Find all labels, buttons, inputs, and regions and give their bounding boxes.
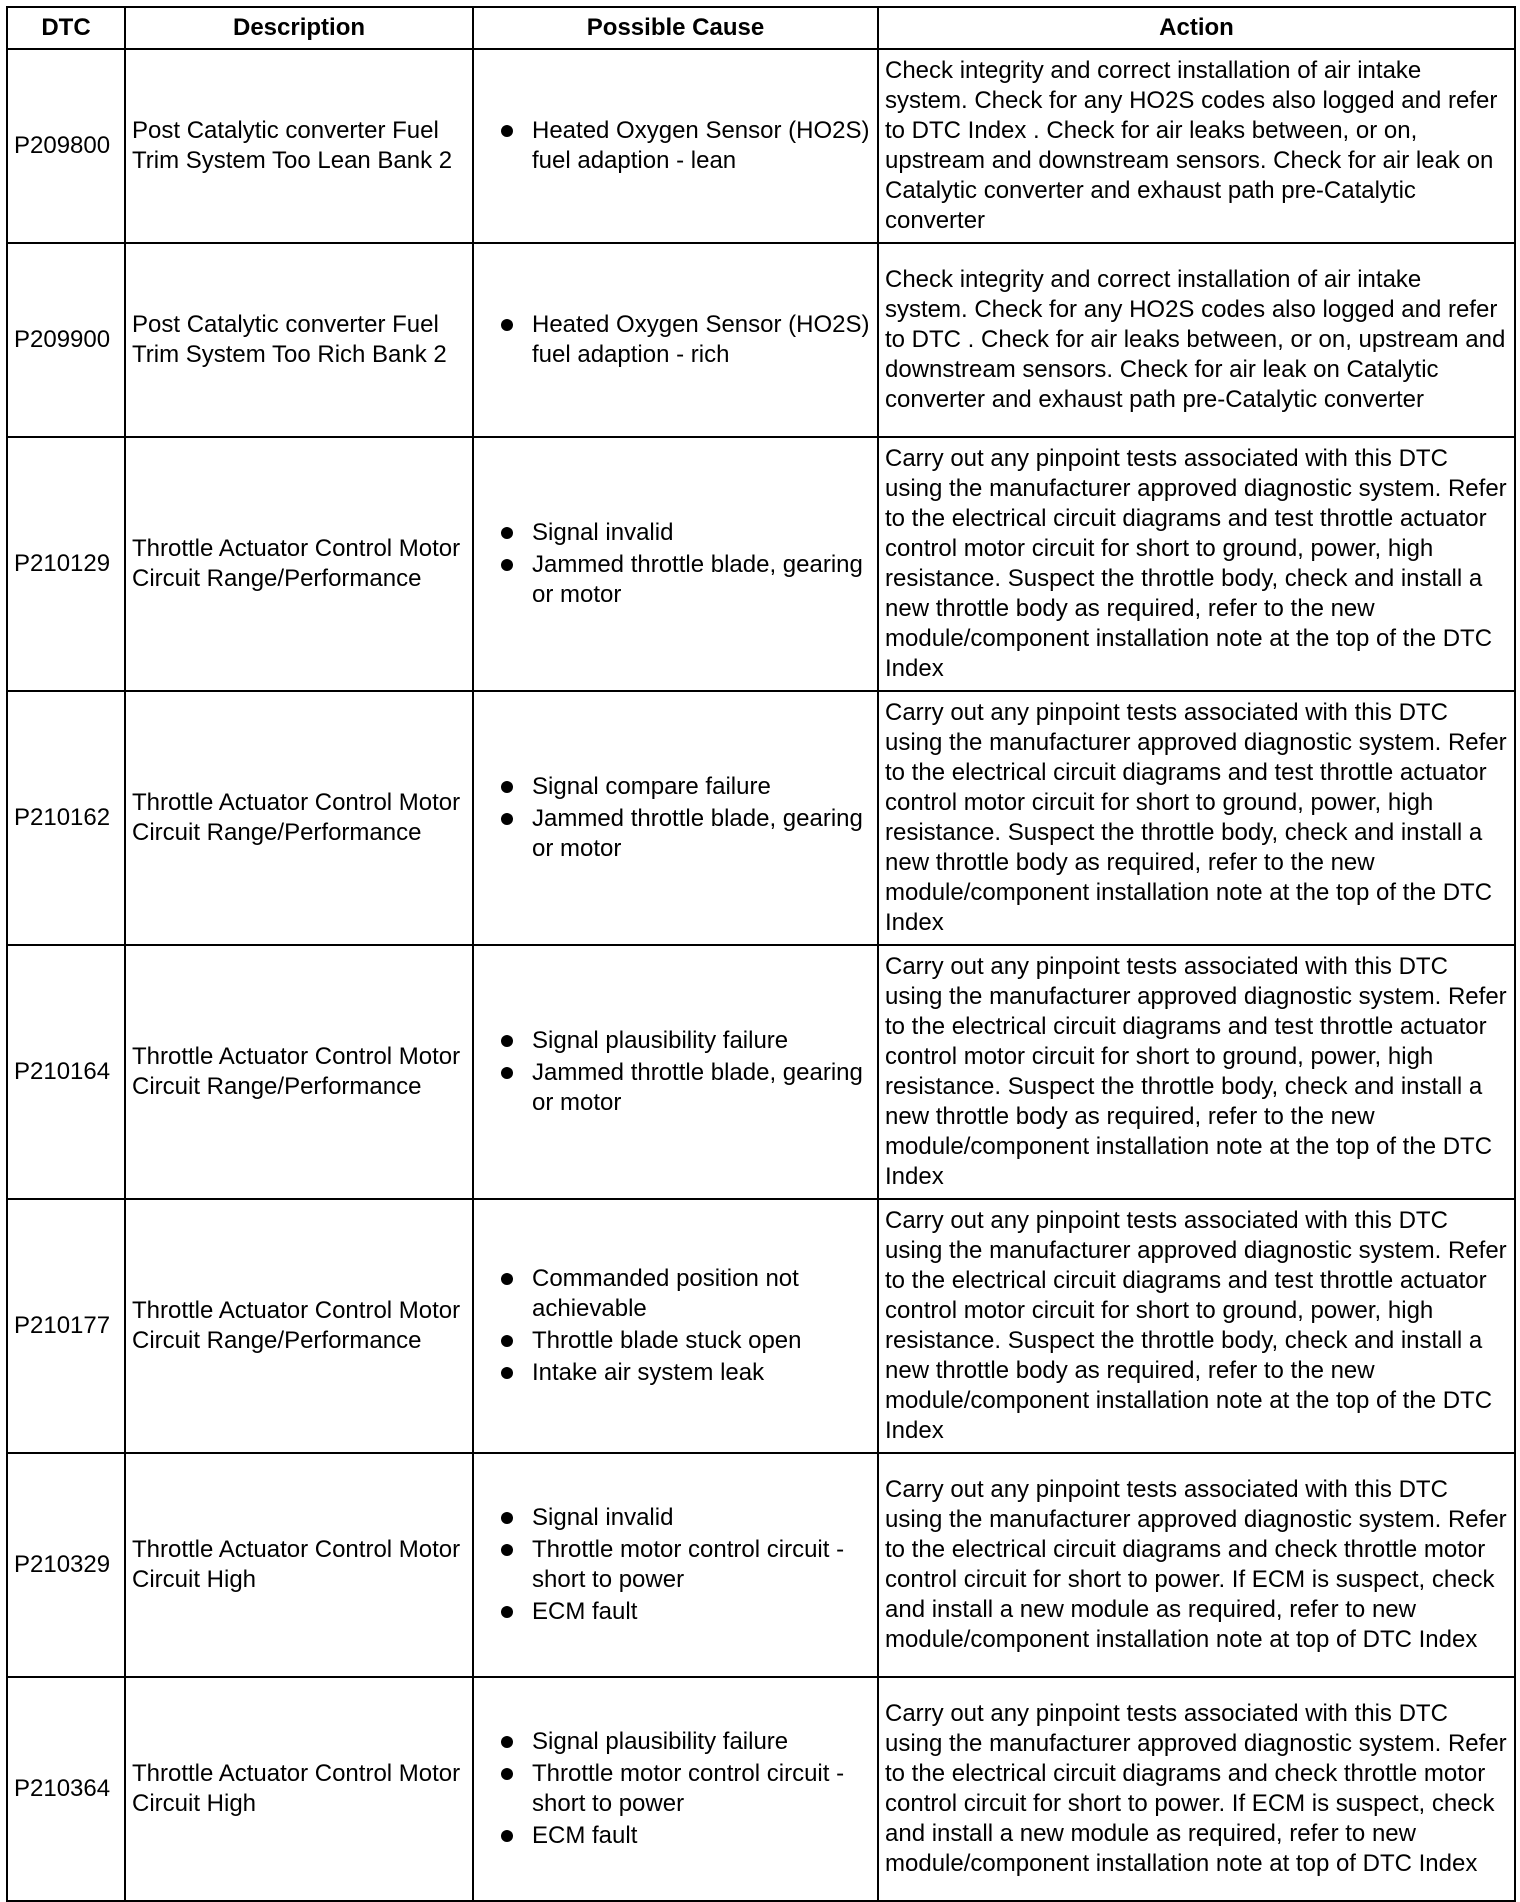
cause-item — [532, 1358, 871, 1388]
cause-item — [532, 1264, 871, 1324]
action-text: Carry out any pinpoint tests associated with this DTC using the manufacturer approved diagnostic system. Refer to the electrical circuit diagrams and test throttle actuator control motor circuit for short to ground, power, high resistance. Suspect the throttle body, check and install a new throttle body as required, refer to the new module/component installation note at the top of the DTC Index — [878, 437, 1515, 691]
cause-list — [480, 1264, 871, 1388]
cause-item — [532, 518, 871, 548]
cause-item — [532, 550, 871, 610]
action-text: Carry out any pinpoint tests associated with this DTC using the manufacturer approved diagnostic system. Refer to the electrical circuit diagrams and test throttle actuator control motor circuit for short to ground, power, high resistance. Suspect the throttle body, check and install a new throttle body as required, refer to the new module/component installation note at the top of the DTC Index — [878, 1199, 1515, 1453]
table-row — [7, 945, 1515, 1199]
table-row — [7, 691, 1515, 945]
cause-text: Jammed throttle blade, gearing or motor — [532, 805, 863, 862]
cause-list — [480, 116, 871, 176]
bullet-icon — [501, 1606, 513, 1618]
dtc-code: P210162 — [7, 691, 125, 945]
table-row — [7, 49, 1515, 243]
bullet-icon — [501, 781, 513, 793]
possible-cause — [473, 1453, 878, 1677]
bullet-icon — [501, 125, 513, 137]
action-text: Check integrity and correct installation of air intake system. Check for any HO2S codes also logged and refer to DTC Index . Check for air leaks between, or on, upstream and downstream sensors. Check for air leak on Catalytic converter and exhaust path pre-Catalytic converter — [878, 49, 1515, 243]
cause-item — [532, 1759, 871, 1819]
cause-list — [480, 1727, 871, 1851]
possible-cause — [473, 437, 878, 691]
cause-text: Signal plausibility failure — [532, 1728, 789, 1755]
cause-item — [532, 1326, 871, 1356]
action-text: Carry out any pinpoint tests associated with this DTC using the manufacturer approved diagnostic system. Refer to the electrical circuit diagrams and test throttle actuator control motor circuit for short to ground, power, high resistance. Suspect the throttle body, check and install a new throttle body as required, refer to the new module/component installation note at the top of the DTC Index — [878, 691, 1515, 945]
dtc-description: Post Catalytic converter Fuel Trim System Too Lean Bank 2 — [125, 49, 473, 243]
cause-text: Throttle motor control circuit - short to power — [532, 1536, 845, 1593]
header-row — [7, 7, 1515, 49]
dtc-code: P210364 — [7, 1677, 125, 1901]
bullet-icon — [501, 1067, 513, 1079]
possible-cause — [473, 945, 878, 1199]
dtc-code: P209800 — [7, 49, 125, 243]
cause-text: Signal invalid — [532, 1504, 674, 1531]
cause-item — [532, 1727, 871, 1757]
header-action: Action — [878, 7, 1515, 49]
cause-item — [532, 1026, 871, 1056]
dtc-code: P209900 — [7, 243, 125, 437]
cause-item — [532, 772, 871, 802]
cause-text: Heated Oxygen Sensor (HO2S) fuel adaption - lean — [532, 117, 870, 174]
possible-cause — [473, 1199, 878, 1453]
cause-list — [480, 310, 871, 370]
bullet-icon — [501, 813, 513, 825]
bullet-icon — [501, 1273, 513, 1285]
table-row — [7, 243, 1515, 437]
cause-text: Commanded position not achievable — [532, 1265, 799, 1322]
dtc-description: Throttle Actuator Control Motor Circuit Range/Performance — [125, 1199, 473, 1453]
bullet-icon — [501, 527, 513, 539]
possible-cause — [473, 49, 878, 243]
cause-item — [532, 1503, 871, 1533]
cause-text: ECM fault — [532, 1598, 638, 1625]
table-row — [7, 1199, 1515, 1453]
action-text: Carry out any pinpoint tests associated with this DTC using the manufacturer approved diagnostic system. Refer to the electrical circuit diagrams and check throttle motor control circuit for short to power. If ECM is suspect, check and install a new module as required, refer to new module/component installation note at top of DTC Index — [878, 1453, 1515, 1677]
dtc-description: Throttle Actuator Control Motor Circuit Range/Performance — [125, 945, 473, 1199]
bullet-icon — [501, 319, 513, 331]
cause-item — [532, 116, 871, 176]
cause-list — [480, 1026, 871, 1118]
bullet-icon — [501, 1367, 513, 1379]
dtc-description: Post Catalytic converter Fuel Trim System Too Rich Bank 2 — [125, 243, 473, 437]
cause-list — [480, 772, 871, 864]
possible-cause — [473, 243, 878, 437]
header-description: Description — [125, 7, 473, 49]
table-row — [7, 437, 1515, 691]
cause-text: Signal invalid — [532, 519, 674, 546]
cause-item — [532, 1058, 871, 1118]
header-dtc: DTC — [7, 7, 125, 49]
action-text: Check integrity and correct installation of air intake system. Check for any HO2S codes also logged and refer to DTC . Check for air leaks between, or on, upstream and downstream sensors. Check for air leak on Catalytic converter and exhaust path pre-Catalytic converter — [878, 243, 1515, 437]
bullet-icon — [501, 1736, 513, 1748]
cause-item — [532, 1597, 871, 1627]
cause-text: ECM fault — [532, 1822, 638, 1849]
possible-cause — [473, 691, 878, 945]
cause-list — [480, 518, 871, 610]
cause-text: Heated Oxygen Sensor (HO2S) fuel adaption - rich — [532, 311, 870, 368]
cause-text: Signal compare failure — [532, 773, 771, 800]
cause-text: Intake air system leak — [532, 1359, 765, 1386]
bullet-icon — [501, 1544, 513, 1556]
dtc-code: P210129 — [7, 437, 125, 691]
bullet-icon — [501, 1512, 513, 1524]
bullet-icon — [501, 1830, 513, 1842]
cause-text: Throttle motor control circuit - short to power — [532, 1760, 845, 1817]
action-text: Carry out any pinpoint tests associated with this DTC using the manufacturer approved diagnostic system. Refer to the electrical circuit diagrams and test throttle actuator control motor circuit for short to ground, power, high resistance. Suspect the throttle body, check and install a new throttle body as required, refer to the new module/component installation note at the top of the DTC Index — [878, 945, 1515, 1199]
dtc-description: Throttle Actuator Control Motor Circuit Range/Performance — [125, 437, 473, 691]
bullet-icon — [501, 1335, 513, 1347]
dtc-table — [6, 6, 1516, 1902]
cause-text: Jammed throttle blade, gearing or motor — [532, 551, 863, 608]
bullet-icon — [501, 1035, 513, 1047]
cause-item — [532, 804, 871, 864]
dtc-description: Throttle Actuator Control Motor Circuit Range/Performance — [125, 691, 473, 945]
dtc-code: P210164 — [7, 945, 125, 1199]
possible-cause — [473, 1677, 878, 1901]
header-possible-cause: Possible Cause — [473, 7, 878, 49]
dtc-description: Throttle Actuator Control Motor Circuit High — [125, 1677, 473, 1901]
cause-item — [532, 310, 871, 370]
bullet-icon — [501, 1768, 513, 1780]
table-row — [7, 1677, 1515, 1901]
cause-item — [532, 1821, 871, 1851]
dtc-code: P210177 — [7, 1199, 125, 1453]
cause-list — [480, 1503, 871, 1627]
cause-text: Jammed throttle blade, gearing or motor — [532, 1059, 863, 1116]
table-row — [7, 1453, 1515, 1677]
cause-text: Throttle blade stuck open — [532, 1327, 802, 1354]
dtc-code: P210329 — [7, 1453, 125, 1677]
bullet-icon — [501, 559, 513, 571]
cause-text: Signal plausibility failure — [532, 1027, 789, 1054]
dtc-description: Throttle Actuator Control Motor Circuit High — [125, 1453, 473, 1677]
action-text: Carry out any pinpoint tests associated with this DTC using the manufacturer approved diagnostic system. Refer to the electrical circuit diagrams and check throttle motor control circuit for short to power. If ECM is suspect, check and install a new module as required, refer to new module/component installation note at top of DTC Index — [878, 1677, 1515, 1901]
cause-item — [532, 1535, 871, 1595]
